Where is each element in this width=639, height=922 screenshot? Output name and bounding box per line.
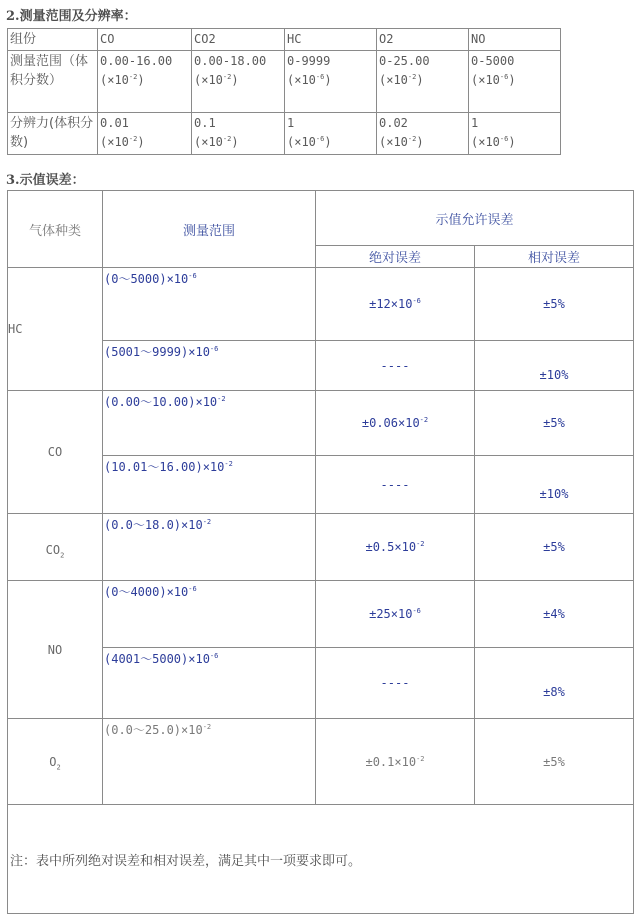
measure-range-text: (5001～9999)×10 bbox=[104, 345, 210, 359]
relative-error-text: ±5% bbox=[543, 540, 565, 554]
column-header-allowed-error: 示值允许误差 bbox=[316, 191, 634, 246]
gas-name-subscript: 2 bbox=[60, 551, 65, 560]
unit-exponent: -6 bbox=[499, 135, 509, 143]
unit-close: ) bbox=[324, 135, 332, 149]
measure-range-text: (0～4000)×10 bbox=[104, 585, 189, 599]
range-unit bbox=[100, 71, 189, 90]
section-heading-measurement-range: 2.测量范围及分辨率： bbox=[6, 9, 137, 24]
gas-name-cell bbox=[8, 514, 103, 581]
resolution-value: 0.01 bbox=[100, 116, 129, 130]
table-row bbox=[8, 581, 634, 648]
resolution-unit bbox=[471, 133, 558, 152]
column-header-relative-error: 相对误差 bbox=[475, 246, 634, 268]
measure-range-exponent: -2 bbox=[202, 723, 212, 731]
table-row bbox=[8, 514, 634, 581]
unit-base: (×10 bbox=[471, 135, 500, 149]
absolute-error-exponent: -2 bbox=[416, 540, 425, 548]
unit-close: ) bbox=[416, 135, 424, 149]
absolute-error-text: ---- bbox=[380, 676, 410, 690]
unit-close: ) bbox=[231, 135, 239, 149]
relative-error-text: ±8% bbox=[543, 685, 565, 699]
measure-range-exponent: -2 bbox=[217, 395, 226, 403]
table-row-measurement-range bbox=[8, 51, 561, 113]
table-header-row bbox=[8, 29, 561, 51]
absolute-error-cell bbox=[316, 456, 475, 514]
measure-range-text: (0.00～10.00)×10 bbox=[104, 395, 218, 409]
resolution-value: 0.1 bbox=[194, 116, 216, 130]
row-label: 分辨力(体积分数) bbox=[8, 113, 98, 155]
relative-error-text: ±5% bbox=[543, 297, 565, 311]
resolution-cell bbox=[98, 113, 192, 155]
resolution-unit bbox=[287, 133, 374, 152]
indication-error-table bbox=[7, 190, 634, 914]
measure-range-text: (0～5000)×10 bbox=[104, 272, 189, 286]
measure-range-exponent: -2 bbox=[224, 460, 233, 468]
note-row bbox=[8, 805, 634, 914]
absolute-error-text: ---- bbox=[380, 477, 410, 492]
column-header-measure-range: 测量范围 bbox=[103, 191, 316, 268]
range-cell bbox=[285, 51, 377, 113]
relative-error-cell bbox=[475, 341, 634, 391]
relative-error-cell bbox=[475, 391, 634, 456]
relative-error-cell bbox=[475, 456, 634, 514]
range-unit bbox=[471, 71, 558, 90]
gas-name: CO bbox=[47, 445, 63, 459]
range-cell bbox=[192, 51, 285, 113]
range-unit bbox=[379, 71, 466, 90]
table-header-row bbox=[8, 191, 634, 246]
relative-error-text: ±5% bbox=[543, 416, 565, 430]
column-header-gas-type: 气体种类 bbox=[8, 191, 103, 268]
gas-name-cell bbox=[8, 268, 103, 391]
absolute-error-cell bbox=[316, 514, 475, 581]
range-value: 0-9999 bbox=[287, 54, 331, 68]
measure-range-exponent: -6 bbox=[209, 652, 219, 660]
unit-base: (×10 bbox=[471, 73, 500, 87]
unit-base: (×10 bbox=[100, 135, 129, 149]
gas-name: CO bbox=[45, 543, 61, 557]
column-header: 组份 bbox=[8, 29, 98, 51]
absolute-error-text: ±0.1×10 bbox=[365, 754, 417, 769]
measure-range-text: (0.0～18.0)×10 bbox=[104, 518, 203, 532]
range-unit bbox=[287, 71, 374, 90]
resolution-cell bbox=[285, 113, 377, 155]
unit-close: ) bbox=[137, 73, 145, 87]
resolution-unit bbox=[194, 133, 282, 152]
range-value: 0.00-16.00 bbox=[100, 54, 173, 68]
absolute-error-text: ±0.5×10 bbox=[365, 540, 417, 554]
measure-range-cell bbox=[103, 581, 316, 648]
table-row bbox=[8, 391, 634, 456]
unit-close: ) bbox=[508, 135, 516, 149]
column-header: NO bbox=[469, 29, 561, 51]
table-row-resolution bbox=[8, 113, 561, 155]
measurement-range-table bbox=[7, 28, 561, 155]
gas-name-subscript: 2 bbox=[56, 762, 61, 771]
resolution-value: 1 bbox=[287, 116, 295, 130]
range-cell bbox=[377, 51, 469, 113]
range-value: 0-5000 bbox=[471, 54, 515, 68]
measure-range-cell bbox=[103, 268, 316, 341]
unit-exponent: -2 bbox=[407, 135, 417, 143]
unit-close: ) bbox=[324, 73, 332, 87]
unit-exponent: -2 bbox=[128, 135, 138, 143]
table-note: 注：表中所列绝对误差和相对误差，满足其中一项要求即可。 bbox=[8, 805, 634, 914]
relative-error-text: ±5% bbox=[543, 754, 565, 769]
gas-name-cell bbox=[8, 581, 103, 719]
unit-base: (×10 bbox=[287, 135, 316, 149]
absolute-error-cell bbox=[316, 341, 475, 391]
measure-range-exponent: -6 bbox=[188, 585, 197, 593]
measure-range-text: (0.0～25.0)×10 bbox=[104, 723, 203, 737]
resolution-unit bbox=[100, 133, 189, 152]
absolute-error-text: ±25×10 bbox=[369, 607, 413, 621]
absolute-error-text: ---- bbox=[380, 358, 410, 373]
unit-exponent: -2 bbox=[407, 73, 417, 81]
unit-base: (×10 bbox=[379, 135, 408, 149]
column-header: CO2 bbox=[192, 29, 285, 51]
absolute-error-cell bbox=[316, 581, 475, 648]
unit-exponent: -2 bbox=[128, 73, 138, 81]
measure-range-text: (4001～5000)×10 bbox=[104, 652, 210, 666]
relative-error-cell bbox=[475, 648, 634, 719]
range-cell bbox=[98, 51, 192, 113]
unit-exponent: -2 bbox=[222, 73, 232, 81]
range-cell bbox=[469, 51, 561, 113]
measure-range-cell bbox=[103, 648, 316, 719]
measure-range-text: (10.01～16.00)×10 bbox=[104, 460, 225, 474]
resolution-cell bbox=[192, 113, 285, 155]
table-row bbox=[8, 268, 634, 341]
resolution-cell bbox=[469, 113, 561, 155]
absolute-error-text: ±0.06×10 bbox=[361, 416, 420, 430]
unit-close: ) bbox=[416, 73, 424, 87]
relative-error-cell bbox=[475, 719, 634, 805]
relative-error-text: ±10% bbox=[539, 367, 569, 382]
measure-range-exponent: -6 bbox=[188, 272, 197, 280]
unit-close: ) bbox=[508, 73, 516, 87]
resolution-value: 0.02 bbox=[379, 116, 408, 130]
absolute-error-exponent: -6 bbox=[412, 297, 421, 305]
unit-base: (×10 bbox=[194, 73, 223, 87]
gas-name: NO bbox=[47, 642, 63, 657]
measure-range-cell bbox=[103, 341, 316, 391]
unit-close: ) bbox=[231, 73, 239, 87]
absolute-error-cell bbox=[316, 268, 475, 341]
unit-base: (×10 bbox=[194, 135, 223, 149]
range-value: 0-25.00 bbox=[379, 54, 430, 68]
gas-name: O bbox=[49, 754, 57, 769]
unit-exponent: -6 bbox=[315, 135, 325, 143]
measure-range-cell bbox=[103, 456, 316, 514]
measure-range-cell bbox=[103, 719, 316, 805]
absolute-error-exponent: -2 bbox=[419, 416, 429, 424]
gas-name: HC bbox=[8, 322, 23, 336]
measure-range-exponent: -6 bbox=[209, 345, 219, 353]
row-label: 测量范围（体积分数） bbox=[8, 51, 98, 113]
gas-name-cell bbox=[8, 719, 103, 805]
relative-error-cell bbox=[475, 268, 634, 341]
unit-exponent: -6 bbox=[499, 73, 509, 81]
unit-close: ) bbox=[137, 135, 145, 149]
column-header-absolute-error: 绝对误差 bbox=[316, 246, 475, 268]
section-heading-indication-error: 3.示值误差： bbox=[6, 173, 85, 188]
range-value: 0.00-18.00 bbox=[194, 54, 267, 68]
unit-exponent: -6 bbox=[315, 73, 325, 81]
unit-base: (×10 bbox=[100, 73, 129, 87]
unit-base: (×10 bbox=[379, 73, 408, 87]
gas-name-cell bbox=[8, 391, 103, 514]
range-unit bbox=[194, 71, 282, 90]
absolute-error-exponent: -2 bbox=[416, 754, 425, 763]
measure-range-exponent: -2 bbox=[202, 518, 212, 526]
resolution-value: 1 bbox=[471, 116, 479, 130]
resolution-cell bbox=[377, 113, 469, 155]
relative-error-cell bbox=[475, 581, 634, 648]
measure-range-cell bbox=[103, 391, 316, 456]
absolute-error-cell bbox=[316, 648, 475, 719]
column-header: HC bbox=[285, 29, 377, 51]
absolute-error-exponent: -6 bbox=[412, 607, 421, 615]
relative-error-cell bbox=[475, 514, 634, 581]
unit-base: (×10 bbox=[287, 73, 316, 87]
column-header: CO bbox=[98, 29, 192, 51]
absolute-error-cell bbox=[316, 391, 475, 456]
relative-error-text: ±4% bbox=[543, 607, 565, 621]
unit-exponent: -2 bbox=[222, 135, 232, 143]
measure-range-cell bbox=[103, 514, 316, 581]
absolute-error-text: ±12×10 bbox=[369, 297, 413, 311]
absolute-error-cell bbox=[316, 719, 475, 805]
relative-error-text: ±10% bbox=[539, 486, 569, 501]
table-row bbox=[8, 719, 634, 805]
column-header: O2 bbox=[377, 29, 469, 51]
resolution-unit bbox=[379, 133, 466, 152]
